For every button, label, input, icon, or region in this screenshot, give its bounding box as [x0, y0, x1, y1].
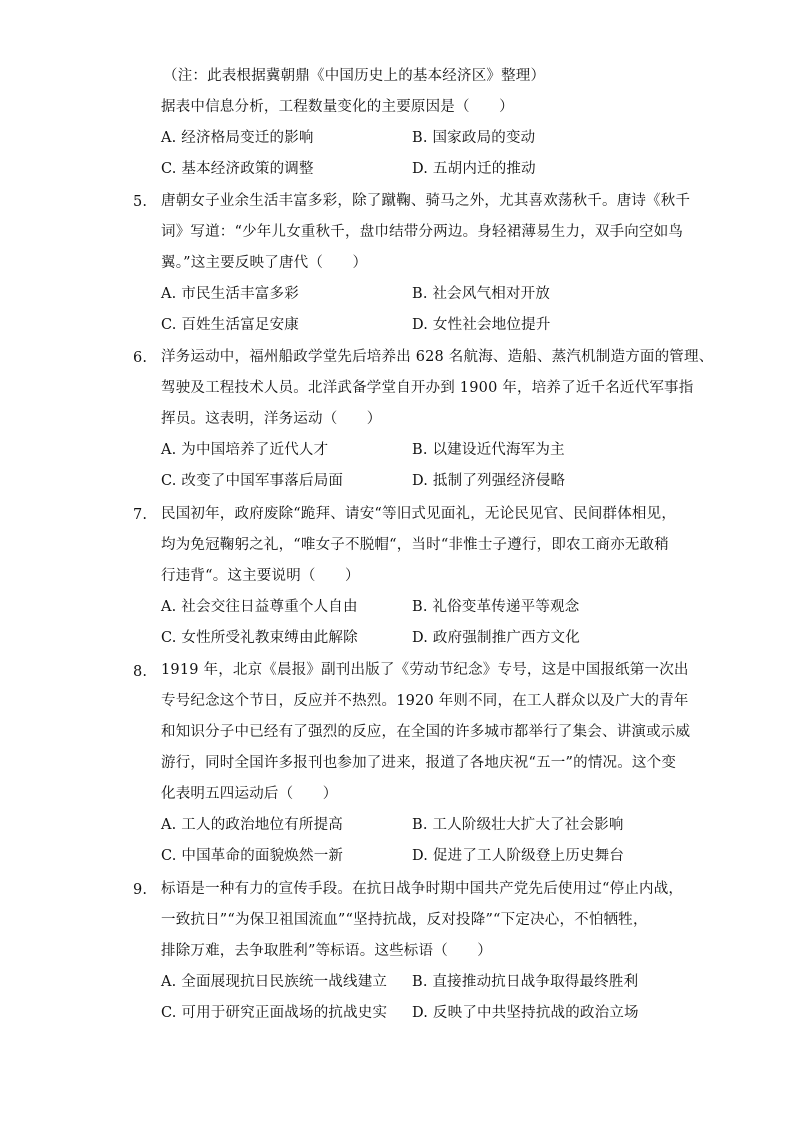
question-5-number: 5.	[133, 194, 148, 210]
question-4-option-c: C. 基本经济政策的调整	[161, 161, 314, 177]
question-9-option-a: A. 全面展现抗日民族统一战线建立	[161, 974, 388, 990]
question-9-option-b: B. 直接推动抗日战争取得最终胜利	[412, 974, 639, 990]
question-9-option-d: D. 反映了中共坚持抗战的政治立场	[412, 1005, 639, 1021]
table-source-note: （注：此表根据冀朝鼎《中国历史上的基本经济区》整理）	[163, 68, 546, 84]
question-6-option-a: A. 为中国培养了近代人才	[161, 442, 329, 458]
question-8-option-b: B. 工人阶级壮大扩大了社会影响	[412, 817, 624, 833]
question-4-stem: 据表中信息分析，工程数量变化的主要原因是（ ）	[161, 99, 514, 115]
question-6-option-b: B. 以建设近代海军为主	[412, 442, 565, 458]
question-9-text-line: 排除万难，去争取胜利”等标语。这些标语（ ）	[161, 943, 493, 959]
question-4-option-d: D. 五胡内迁的推动	[412, 161, 536, 177]
question-6-number: 6.	[133, 350, 148, 366]
question-7-option-c: C. 女性所受礼教束缚由此解除	[161, 630, 358, 646]
question-7-number: 7.	[133, 507, 148, 523]
question-5-text-line: 翼。”这主要反映了唐代（ ）	[161, 255, 368, 271]
question-7-text-line: 民国初年，政府废除“跪拜、请安“等旧式见面礼，无论民见官、民间群体相见，	[161, 506, 677, 522]
question-9-text-line: 标语是一种有力的宣传手段。在抗日战争时期中国共产党先后使用过“停止内战，	[161, 881, 684, 897]
question-8-option-c: C. 中国革命的面貌焕然一新	[161, 848, 344, 864]
question-5-option-b: B. 社会风气相对开放	[412, 286, 551, 302]
question-5-text-line: 唐朝女子业余生活丰富多彩，除了蹴鞠、骑马之外，尤其喜欢荡秋千。唐诗《秋千	[161, 193, 691, 209]
question-8-text-line: 游行，同时全国许多报刊也参加了进来，报道了各地庆祝“五一”的情况。这个变	[161, 755, 677, 771]
question-6-text-line: 洋务运动中，福州船政学堂先后培养出 628 名航海、造船、蒸汽机制造方面的管理、	[161, 349, 714, 365]
question-7-option-a: A. 社会交往日益尊重个人自由	[161, 599, 358, 615]
question-8-option-a: A. 工人的政治地位有所提高	[161, 817, 343, 833]
question-6-option-c: C. 改变了中国军事落后局面	[161, 473, 344, 489]
question-8-text-line: 1919 年，北京《晨报》副刊出版了《劳动节纪念》专号，这是中国报纸第一次出	[161, 662, 689, 678]
question-5-option-d: D. 女性社会地位提升	[412, 317, 551, 333]
question-9-text-line: 一致抗日”“为保卫祖国流血”“坚持抗战，反对投降”“下定决心，不怕牺牲，	[161, 912, 648, 928]
question-5-text-line: 词》写道：“少年儿女重秋千，盘巾结带分两边。身轻裙薄易生力，双手向空如鸟	[161, 224, 684, 240]
question-6-text-line: 驾驶及工程技术人员。北洋武备学堂自开办到 1900 年，培养了近千名近代军事指	[161, 380, 694, 396]
question-8-option-d: D. 促进了工人阶级登上历史舞台	[412, 848, 625, 864]
question-7-text-line: 均为免冠鞠躬之礼，“唯女子不脱帽“，当时“非惟士子遵行，即农工商亦无敢稍	[161, 537, 669, 553]
question-9-number: 9.	[133, 882, 148, 898]
question-6-text-line: 挥员。这表明，洋务运动（ ）	[161, 411, 382, 427]
question-7-option-d: D. 政府强制推广西方文化	[412, 630, 580, 646]
question-5-option-c: C. 百姓生活富足安康	[161, 317, 299, 333]
question-4-option-a: A. 经济格局变迁的影响	[161, 130, 314, 146]
question-8-number: 8.	[133, 664, 148, 680]
question-8-text-line: 专号纪念这个节日，反应并不热烈。1920 年则不同，在工人群众以及广大的青年	[161, 693, 689, 709]
question-5-option-a: A. 市民生活丰富多彩	[161, 286, 299, 302]
question-8-text-line: 化表明五四运动后（ ）	[161, 786, 338, 802]
question-6-option-d: D. 抵制了列强经济侵略	[412, 473, 566, 489]
question-9-option-c: C. 可用于研究正面战场的抗战史实	[161, 1005, 388, 1021]
question-7-option-b: B. 礼俗变革传递平等观念	[412, 599, 580, 615]
question-8-text-line: 和知识分子中已经有了强烈的反应，在全国的许多城市都举行了集会、讲演或示威	[161, 724, 691, 740]
question-7-text-line: 行违背“。这主要说明（ ）	[161, 568, 360, 584]
question-4-option-b: B. 国家政局的变动	[412, 130, 536, 146]
